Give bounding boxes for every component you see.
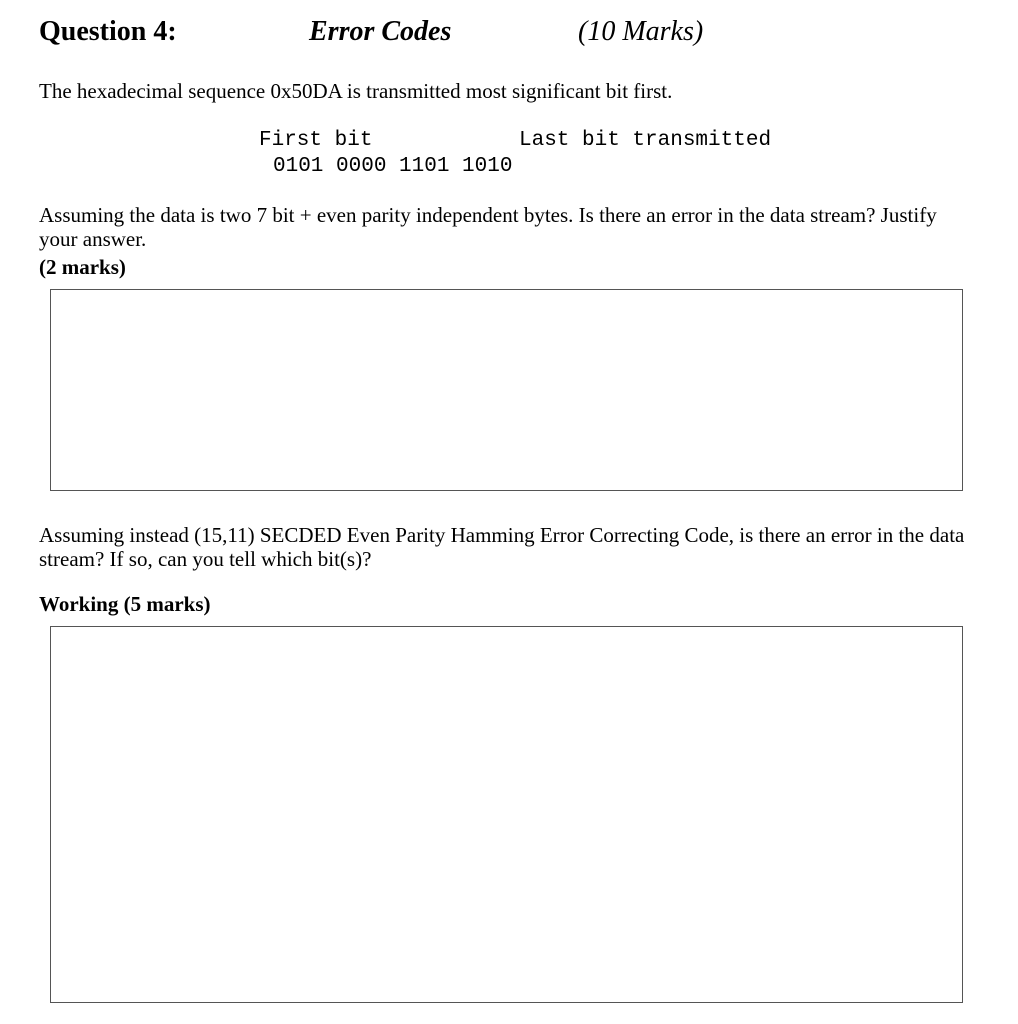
bit-sequence: 0101 0000 1101 1010 — [273, 155, 513, 178]
last-bit-label: Last bit transmitted — [519, 129, 772, 152]
intro-text: The hexadecimal sequence 0x50DA is transmitted most significant bit first. — [39, 79, 673, 103]
question-number: Question 4: — [39, 16, 177, 47]
part-a-question: Assuming the data is two 7 bit + even parity independent bytes. Is there an error in the data stream? Justify your answer. — [39, 203, 937, 251]
question-total-marks: (10 Marks) — [578, 16, 704, 47]
part-b-question: Assuming instead (15,11) SECDED Even Parity Hamming Error Correcting Code, is there an error in the data stream? If so, can you tell which bit(s)? — [39, 523, 965, 571]
part-b-working-label: Working (5 marks) — [39, 592, 211, 616]
part-a-marks: (2 marks) — [39, 255, 126, 279]
first-bit-label: First bit — [259, 129, 373, 152]
question-topic: Error Codes — [309, 16, 452, 47]
part-b-working-box[interactable] — [50, 626, 963, 1003]
part-a-answer-box[interactable] — [50, 289, 963, 491]
